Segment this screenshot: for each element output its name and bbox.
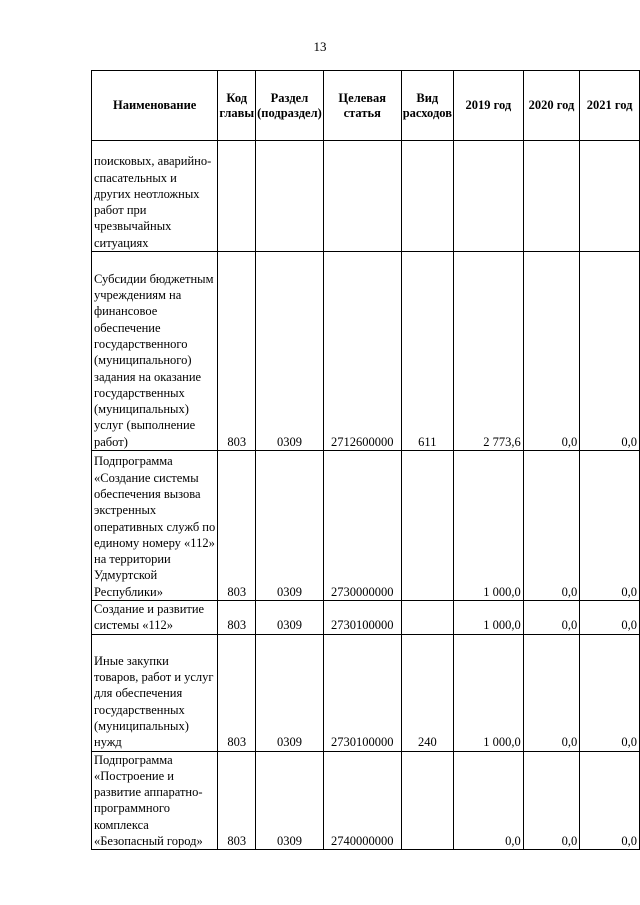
cell-2021: 0,0 bbox=[580, 451, 640, 601]
cell-2021 bbox=[580, 141, 640, 252]
cell-article: 2712600000 bbox=[323, 252, 401, 451]
cell-expense-type: 611 bbox=[401, 252, 453, 451]
cell-code: 803 bbox=[218, 634, 256, 751]
cell-section: 0309 bbox=[256, 252, 324, 451]
cell-article: 2730100000 bbox=[323, 601, 401, 635]
page-number: 13 bbox=[313, 39, 327, 54]
cell-2020: 0,0 bbox=[523, 751, 579, 850]
header-2019: 2019 год bbox=[453, 71, 523, 141]
cell-code: 803 bbox=[218, 601, 256, 635]
cell-2019: 1 000,0 bbox=[453, 601, 523, 635]
table-row bbox=[92, 601, 640, 635]
cell-expense-type bbox=[401, 751, 453, 850]
budget-table bbox=[91, 70, 640, 850]
cell-article: 2730000000 bbox=[323, 451, 401, 601]
cell-name: Подпрограмма «Создание системы обеспечения вызова экстренных оперативных служб по единому номеру «112» на территории Удмуртской Республики» bbox=[92, 451, 218, 601]
cell-section: 0309 bbox=[256, 601, 324, 635]
cell-expense-type bbox=[401, 141, 453, 252]
cell-section bbox=[256, 141, 324, 252]
table-row bbox=[92, 751, 640, 850]
cell-article: 2740000000 bbox=[323, 751, 401, 850]
cell-section: 0309 bbox=[256, 451, 324, 601]
cell-2019: 2 773,6 bbox=[453, 252, 523, 451]
table-row bbox=[92, 252, 640, 451]
header-expense-type: Вид расходов bbox=[401, 71, 453, 141]
table-row bbox=[92, 634, 640, 751]
header-article: Целевая статья bbox=[323, 71, 401, 141]
cell-2020 bbox=[523, 141, 579, 252]
cell-2021: 0,0 bbox=[580, 634, 640, 751]
header-row bbox=[92, 71, 640, 141]
cell-2020: 0,0 bbox=[523, 252, 579, 451]
cell-name: Субсидии бюджетным учреждениям на финансовое обеспечение государственного (муниципального) задания на оказание государственных (муниципальных) услуг (выполнение работ) bbox=[92, 252, 218, 451]
cell-expense-type bbox=[401, 451, 453, 601]
cell-2020: 0,0 bbox=[523, 451, 579, 601]
table-row bbox=[92, 141, 640, 252]
cell-2021: 0,0 bbox=[580, 751, 640, 850]
cell-section: 0309 bbox=[256, 634, 324, 751]
table-row bbox=[92, 451, 640, 601]
cell-2021: 0,0 bbox=[580, 252, 640, 451]
cell-name: Подпрограмма «Построение и развитие аппаратно-программного комплекса «Безопасный город» bbox=[92, 751, 218, 850]
cell-name: поисковых, аварийно-спасательных и других неотложных работ при чрезвычайных ситуациях bbox=[92, 141, 218, 252]
header-name: Наименование bbox=[92, 71, 218, 141]
cell-2020: 0,0 bbox=[523, 601, 579, 635]
cell-2021: 0,0 bbox=[580, 601, 640, 635]
cell-name: Создание и развитие системы «112» bbox=[92, 601, 218, 635]
header-2020: 2020 год bbox=[523, 71, 579, 141]
cell-2019 bbox=[453, 141, 523, 252]
cell-code: 803 bbox=[218, 751, 256, 850]
cell-code: 803 bbox=[218, 252, 256, 451]
cell-name: Иные закупки товаров, работ и услуг для обеспечения государственных (муниципальных) нужд bbox=[92, 634, 218, 751]
cell-2019: 0,0 bbox=[453, 751, 523, 850]
cell-code: 803 bbox=[218, 451, 256, 601]
cell-expense-type: 240 bbox=[401, 634, 453, 751]
header-section: Раздел (подраздел) bbox=[256, 71, 324, 141]
header-code: Код главы bbox=[218, 71, 256, 141]
cell-section: 0309 bbox=[256, 751, 324, 850]
header-2021: 2021 год bbox=[580, 71, 640, 141]
cell-expense-type bbox=[401, 601, 453, 635]
cell-article: 2730100000 bbox=[323, 634, 401, 751]
cell-2019: 1 000,0 bbox=[453, 634, 523, 751]
cell-2020: 0,0 bbox=[523, 634, 579, 751]
cell-article bbox=[323, 141, 401, 252]
cell-2019: 1 000,0 bbox=[453, 451, 523, 601]
cell-code bbox=[218, 141, 256, 252]
